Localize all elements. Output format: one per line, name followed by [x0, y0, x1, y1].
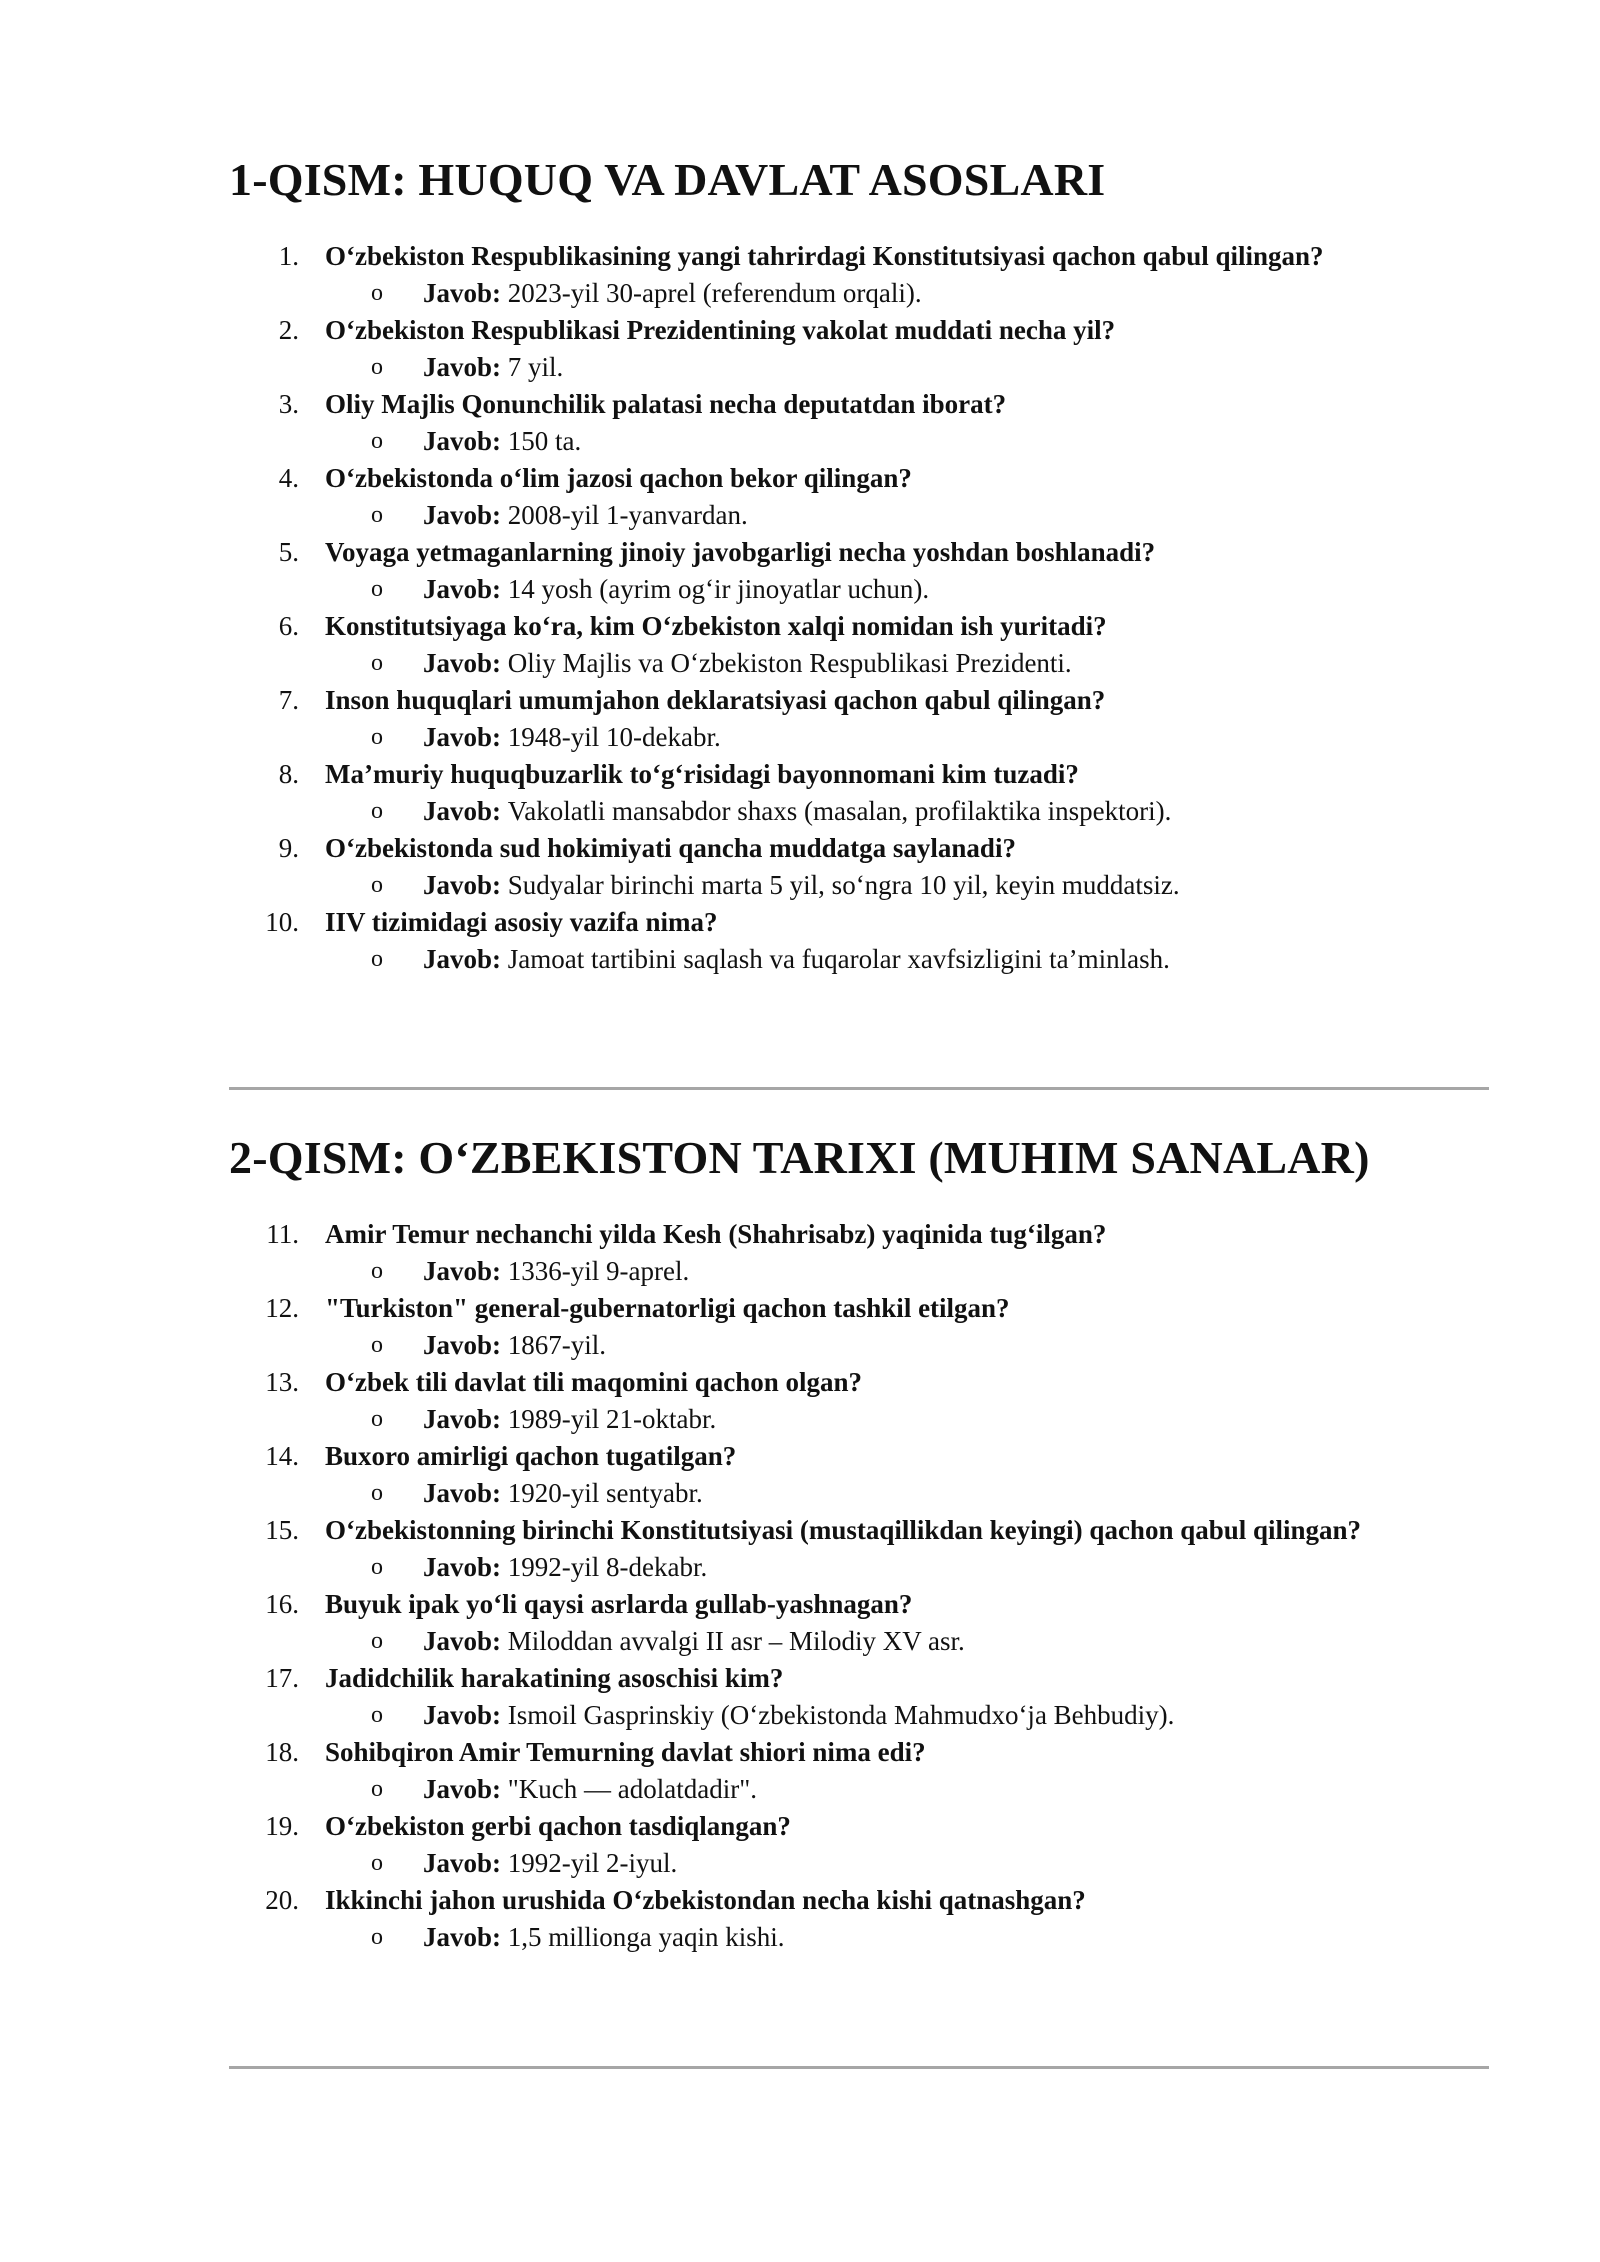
circle-bullet-icon: o	[371, 576, 383, 602]
item-number: 4.	[278, 463, 299, 493]
list-item	[229, 1808, 1489, 1882]
answer-line	[325, 1697, 1489, 1734]
answer-text: 2023-yil 30-aprel (referendum orqali).	[507, 278, 922, 308]
list-item	[229, 608, 1489, 682]
answer-label: Javob:	[423, 1848, 508, 1878]
circle-bullet-icon: o	[371, 1332, 383, 1358]
answer-text: 2008-yil 1-yanvardan.	[507, 500, 748, 530]
question-text: O‘zbek tili davlat tili maqomini qachon olgan?	[325, 1367, 863, 1397]
question-text: O‘zbekiston Respublikasining yangi tahrirdagi Konstitutsiyasi qachon qabul qilingan?	[325, 241, 1324, 271]
item-number: 16.	[265, 1589, 299, 1619]
list-item	[229, 1882, 1489, 1956]
answer-text: "Kuch — adolatdadir".	[507, 1774, 757, 1804]
answer-label: Javob:	[423, 796, 508, 826]
item-number: 12.	[265, 1293, 299, 1323]
answer-line	[325, 1919, 1489, 1956]
item-number: 5.	[278, 537, 299, 567]
question-text: Buyuk ipak yo‘li qaysi asrlarda gullab-yashnagan?	[325, 1589, 913, 1619]
answer-text: 1867-yil.	[507, 1330, 607, 1360]
answer-line	[325, 1549, 1489, 1586]
item-number: 13.	[265, 1367, 299, 1397]
section-law-and-state	[229, 150, 1489, 978]
question-text: O‘zbekistonda o‘lim jazosi qachon bekor qilingan?	[325, 463, 912, 493]
answer-label: Javob:	[423, 500, 508, 530]
circle-bullet-icon: o	[371, 1924, 383, 1950]
question-text: Amir Temur nechanchi yilda Kesh (Shahrisabz) yaqinida tug‘ilgan?	[325, 1219, 1107, 1249]
item-number: 17.	[265, 1663, 299, 1693]
circle-bullet-icon: o	[371, 946, 383, 972]
circle-bullet-icon: o	[371, 1628, 383, 1654]
list-item	[229, 1438, 1489, 1512]
answer-line	[325, 1475, 1489, 1512]
answer-label: Javob:	[423, 352, 508, 382]
circle-bullet-icon: o	[371, 1702, 383, 1728]
question-text: IIV tizimidagi asosiy vazifa nima?	[325, 907, 718, 937]
item-number: 18.	[265, 1737, 299, 1767]
circle-bullet-icon: o	[371, 354, 383, 380]
answer-line	[325, 1623, 1489, 1660]
list-item	[229, 1734, 1489, 1808]
question-text: Ikkinchi jahon urushida O‘zbekistondan necha kishi qatnashgan?	[325, 1885, 1086, 1915]
answer-line	[325, 867, 1489, 904]
answer-label: Javob:	[423, 1700, 508, 1730]
item-number: 10.	[265, 907, 299, 937]
answer-text: 7 yil.	[507, 352, 564, 382]
answer-text: Ismoil Gasprinskiy (O‘zbekistonda Mahmudxo‘ja Behbudiy).	[507, 1700, 1175, 1730]
answer-label: Javob:	[423, 1626, 508, 1656]
answer-label: Javob:	[423, 278, 508, 308]
answer-label: Javob:	[423, 722, 508, 752]
list-item	[229, 460, 1489, 534]
question-text: O‘zbekistonda sud hokimiyati qancha muddatga saylanadi?	[325, 833, 1016, 863]
question-text: Inson huquqlari umumjahon deklaratsiyasi qachon qabul qilingan?	[325, 685, 1106, 715]
answer-line	[325, 571, 1489, 608]
circle-bullet-icon: o	[371, 1850, 383, 1876]
section-title: 1-QISM: HUQUQ VA DAVLAT ASOSLARI	[229, 154, 1106, 205]
question-text: "Turkiston" general-gubernatorligi qachon tashkil etilgan?	[325, 1293, 1010, 1323]
answer-label: Javob:	[423, 426, 508, 456]
item-number: 11.	[266, 1219, 299, 1249]
section-uzbekistan-history	[229, 1128, 1489, 1956]
circle-bullet-icon: o	[371, 872, 383, 898]
answer-line	[325, 275, 1489, 312]
question-text: Voyaga yetmaganlarning jinoiy javobgarligi necha yoshdan boshlanadi?	[325, 537, 1156, 567]
list-item	[229, 386, 1489, 460]
circle-bullet-icon: o	[371, 502, 383, 528]
section-title: 2-QISM: O‘ZBEKISTON TARIXI (MUHIM SANALAR)	[229, 1132, 1370, 1183]
question-text: O‘zbekistonning birinchi Konstitutsiyasi (mustaqillikdan keyingi) qachon qabul qilingan?	[325, 1515, 1362, 1545]
answer-label: Javob:	[423, 648, 508, 678]
list-item	[229, 238, 1489, 312]
answer-text: 1920-yil sentyabr.	[507, 1478, 703, 1508]
list-item	[229, 1216, 1489, 1290]
list-item	[229, 1290, 1489, 1364]
item-number: 3.	[278, 389, 299, 419]
item-number: 6.	[278, 611, 299, 641]
item-number: 7.	[278, 685, 299, 715]
answer-text: 1336-yil 9-aprel.	[507, 1256, 690, 1286]
question-text: Ma’muriy huquqbuzarlik to‘g‘risidagi bayonnomani kim tuzadi?	[325, 759, 1079, 789]
answer-line	[325, 497, 1489, 534]
question-list	[229, 238, 1489, 978]
answer-text: Vakolatli mansabdor shaxs (masalan, profilaktika inspektori).	[507, 796, 1172, 826]
answer-line	[325, 793, 1489, 830]
question-text: O‘zbekiston Respublikasi Prezidentining vakolat muddati necha yil?	[325, 315, 1116, 345]
answer-label: Javob:	[423, 1774, 508, 1804]
item-number: 15.	[265, 1515, 299, 1545]
answer-text: Miloddan avvalgi II asr – Milodiy XV asr.	[507, 1626, 965, 1656]
item-number: 19.	[265, 1811, 299, 1841]
question-text: Oliy Majlis Qonunchilik palatasi necha deputatdan iborat?	[325, 389, 1007, 419]
circle-bullet-icon: o	[371, 798, 383, 824]
answer-text: 150 ta.	[507, 426, 582, 456]
question-text: Sohibqiron Amir Temurning davlat shiori nima edi?	[325, 1737, 926, 1767]
answer-label: Javob:	[423, 1256, 508, 1286]
answer-line	[325, 1327, 1489, 1364]
horizontal-divider	[229, 2066, 1489, 2069]
circle-bullet-icon: o	[371, 1554, 383, 1580]
answer-text: Oliy Majlis va O‘zbekiston Respublikasi Prezidenti.	[507, 648, 1072, 678]
item-number: 8.	[278, 759, 299, 789]
item-number: 14.	[265, 1441, 299, 1471]
list-item	[229, 1660, 1489, 1734]
question-text: Buxoro amirligi qachon tugatilgan?	[325, 1441, 737, 1471]
answer-label: Javob:	[423, 1330, 508, 1360]
answer-line	[325, 423, 1489, 460]
circle-bullet-icon: o	[371, 1480, 383, 1506]
list-item	[229, 830, 1489, 904]
answer-line	[325, 941, 1489, 978]
answer-label: Javob:	[423, 1922, 508, 1952]
circle-bullet-icon: o	[371, 428, 383, 454]
item-number: 9.	[278, 833, 299, 863]
answer-text: 14 yosh (ayrim og‘ir jinoyatlar uchun).	[507, 574, 930, 604]
answer-line	[325, 1771, 1489, 1808]
answer-text: 1989-yil 21-oktabr.	[507, 1404, 717, 1434]
item-number: 2.	[278, 315, 299, 345]
answer-label: Javob:	[423, 1404, 508, 1434]
list-item	[229, 682, 1489, 756]
horizontal-divider	[229, 1087, 1489, 1090]
question-list	[229, 1216, 1489, 1956]
list-item	[229, 1586, 1489, 1660]
answer-line	[325, 1401, 1489, 1438]
answer-label: Javob:	[423, 870, 508, 900]
answer-label: Javob:	[423, 1478, 508, 1508]
answer-label: Javob:	[423, 574, 508, 604]
answer-line	[325, 1845, 1489, 1882]
list-item	[229, 1512, 1489, 1586]
list-item	[229, 312, 1489, 386]
answer-label: Javob:	[423, 1552, 508, 1582]
circle-bullet-icon: o	[371, 1406, 383, 1432]
answer-line	[325, 645, 1489, 682]
circle-bullet-icon: o	[371, 1776, 383, 1802]
circle-bullet-icon: o	[371, 1258, 383, 1284]
question-text: Jadidchilik harakatining asoschisi kim?	[325, 1663, 784, 1693]
circle-bullet-icon: o	[371, 280, 383, 306]
answer-text: 1992-yil 8-dekabr.	[507, 1552, 708, 1582]
list-item	[229, 756, 1489, 830]
answer-text: Jamoat tartibini saqlash va fuqarolar xavfsizligini ta’minlash.	[507, 944, 1170, 974]
answer-label: Javob:	[423, 944, 508, 974]
question-text: O‘zbekiston gerbi qachon tasdiqlangan?	[325, 1811, 791, 1841]
item-number: 20.	[265, 1885, 299, 1915]
answer-text: Sudyalar birinchi marta 5 yil, so‘ngra 10 yil, keyin muddatsiz.	[507, 870, 1180, 900]
answer-line	[325, 1253, 1489, 1290]
answer-text: 1992-yil 2-iyul.	[507, 1848, 678, 1878]
item-number: 1.	[278, 241, 299, 271]
answer-text: 1948-yil 10-dekabr.	[507, 722, 721, 752]
list-item	[229, 904, 1489, 978]
question-text: Konstitutsiyaga ko‘ra, kim O‘zbekiston xalqi nomidan ish yuritadi?	[325, 611, 1107, 641]
circle-bullet-icon: o	[371, 724, 383, 750]
answer-text: 1,5 millionga yaqin kishi.	[507, 1922, 785, 1952]
circle-bullet-icon: o	[371, 650, 383, 676]
list-item	[229, 1364, 1489, 1438]
answer-line	[325, 719, 1489, 756]
answer-line	[325, 349, 1489, 386]
list-item	[229, 534, 1489, 608]
